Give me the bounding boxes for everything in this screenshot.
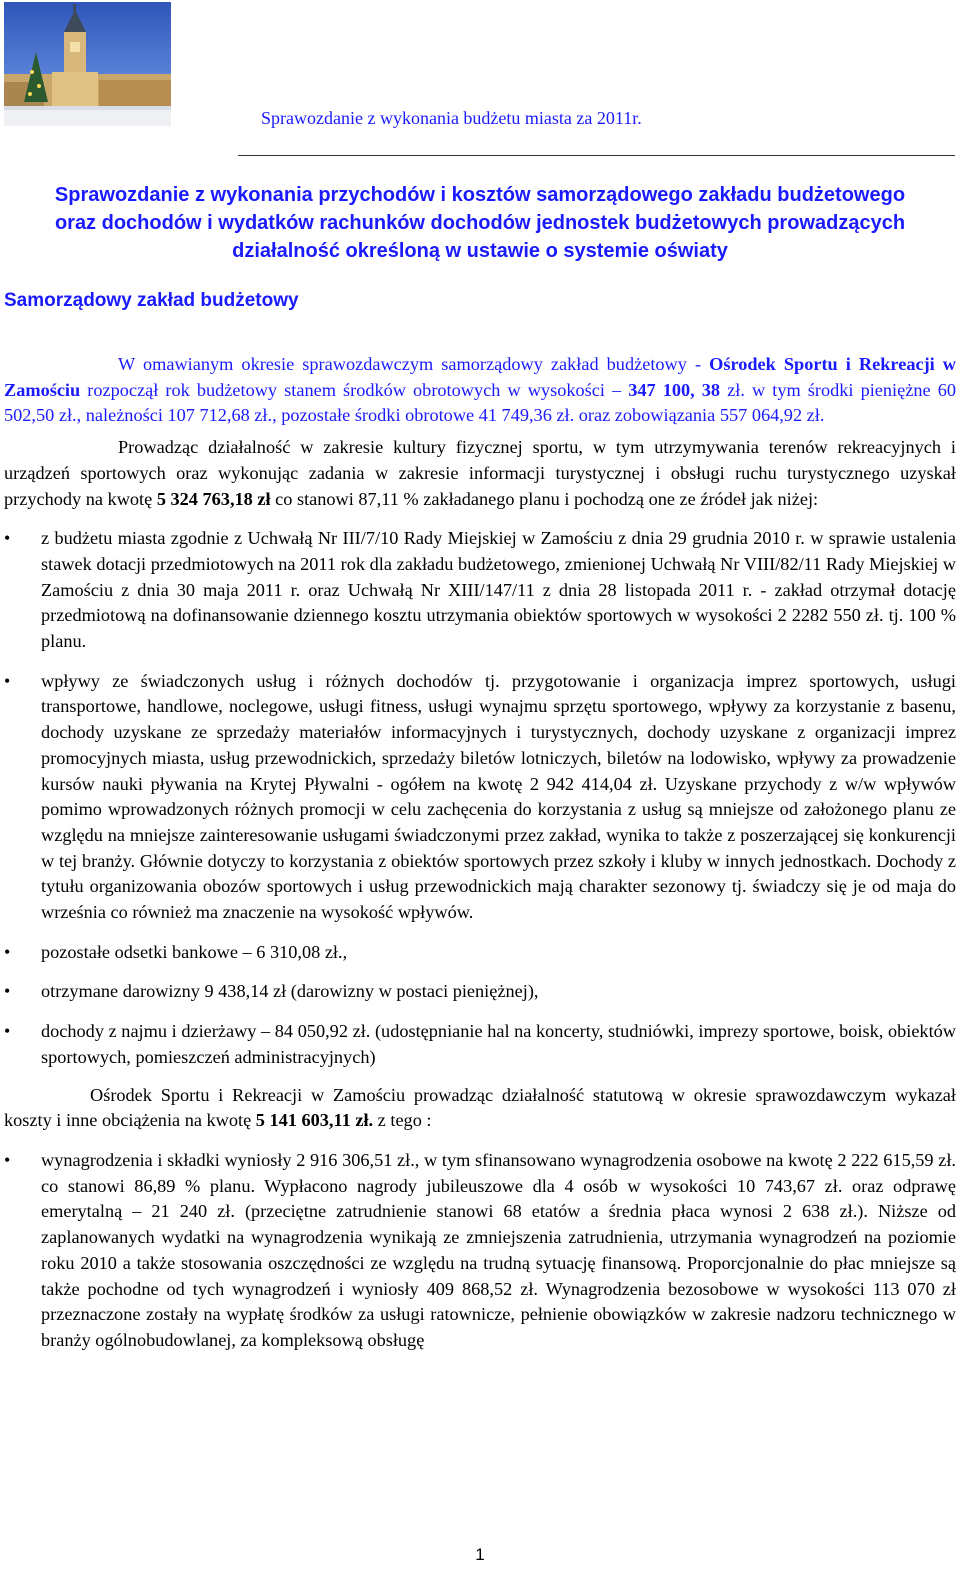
list-item: • dochody z najmu i dzierżawy – 84 050,92 zł. (udostępnianie hal na koncerty, studniówki, imprezy sportowe, boisk, obiektów sportowych, pomieszczeń administracyjnych) bbox=[4, 1019, 956, 1070]
title-line-1: Sprawozdanie z wykonania przychodów i kosztów samorządowego zakładu budżetowego bbox=[54, 184, 906, 206]
intro-text-1: W omawianym okresie sprawozdawczym samorządowy zakład budżetowy - bbox=[118, 354, 710, 374]
revenue-intro-text-1: Prowadząc działalność w zakresie kultury fizycznej sportu, w tym utrzymywania terenów rekreacyjnych i urządzeń sportowych oraz wykonując zadania w zakresie informacji turystycznej i obsługi ruchu turystycznego uzyskał przychody na kwotę bbox=[4, 437, 956, 509]
intro-text-2: rozpoczął rok budżetowy stanem środków obrotowych w wysokości – bbox=[80, 379, 629, 400]
list-item: • otrzymane darowizny 9 438,14 zł (darowizny w postaci pieniężnej), bbox=[4, 979, 956, 1005]
revenue-list bbox=[4, 526, 956, 1070]
title-line-2: oraz dochodów i wydatków rachunków dochodów jednostek budżetowych prowadzących bbox=[54, 212, 906, 234]
cost-list bbox=[4, 1148, 956, 1354]
costs-intro-paragraph bbox=[4, 1083, 956, 1134]
revenue-amount: 5 324 763,18 zł bbox=[156, 488, 271, 509]
revenue-intro-paragraph bbox=[4, 435, 956, 512]
intro-text-3: zł. w tym środki pieniężne 60 502,50 zł., należności 107 712,68 zł., pozostałe środki obrotowe 41 749,36 zł. oraz zobowiązania 557 064,92 zł. bbox=[4, 379, 956, 426]
costs-intro-text-2: z tego : bbox=[373, 1110, 432, 1131]
list-item: • z budżetu miasta zgodnie z Uchwałą Nr III/7/10 Rady Miejskiej w Zamościu z dnia 29 grudnia 2010 r. w sprawie ustalenia stawek dotacji przedmiotowych na 2011 rok dla zakładu budżetowego, zmienionej Uchwałą Nr VIII/82/11 Rady Miejskiej w Zamościu z dnia 30 maja 2011 r. oraz Uchwałą Nr XIII/147/11 z dnia 28 listopada 2011 r. - zakład otrzymał dotację przedmiotową na dofinansowanie dziennego kosztu utrzymania obiektów sportowych w wysokości 2 2282 550 zł. tj. 100 % planu. bbox=[4, 526, 956, 655]
document-title bbox=[0, 181, 960, 265]
title-line-3: działalność określoną w ustawie o systemie oświaty bbox=[232, 240, 728, 262]
running-title: Sprawozdanie z wykonania budżetu miasta za 2011r. bbox=[261, 108, 642, 128]
costs-intro-text-1: Ośrodek Sportu i Rekreacji w Zamościu prowadząc działalność statutową w okresie sprawozdawczym wykazał koszty i inne obciążenia na kwotę bbox=[4, 1084, 956, 1131]
intro-paragraph bbox=[4, 352, 956, 429]
list-item: • wpływy ze świadczonych usług i różnych dochodów tj. przygotowanie i organizacja imprez sportowych, usługi transportowe, handlowe, noclegowe, usługi fitness, usługi wynajmu sprzętu sportowego, wpływy za korzystanie z basenu, dochody uzyskane ze sprzedaży materiałów informacyjnych i turystycznych, dochody uzyskane z organizacji imprez promocyjnych miasta, usług przewodnickich, sprzedaży biletów lotniczych, biletów na lodowisko, wpływy za prowadzenie kursów nauki pływania na Krytej Pływalni - ogółem na kwotę 2 942 414,04 zł. Uzyskane przychody z w/w wpływów pomimo wprowadzonych różnych promocji w celu zachęcenia do korzystania z usług są mniejsze od założonego planu ze względu na mniejsze zainteresowanie usługami świadczonymi przez zakład, wynika to także z poszerzającej się konkurencji w tej branży. Głównie dotyczy to korzystania z obiektów sportowych przez szkoły i kluby w innych jednostkach. Dochody z tytułu organizowania obozów sportowych i usług przewodnickich mają charakter sezonowy tj. świadczy się je od maja do września co również ma znaczenie na wysokość wpływów. bbox=[4, 669, 956, 926]
header-divider bbox=[238, 155, 955, 156]
revenue-intro-text-2: co stanowi 87,11 % zakładanego planu i pochodzą one ze źródeł jak niżej: bbox=[270, 488, 819, 509]
intro-amount: 347 100, 38 bbox=[628, 379, 721, 400]
list-item: • pozostałe odsetki bankowe – 6 310,08 zł., bbox=[4, 940, 956, 966]
list-item: • wynagrodzenia i składki wyniosły 2 916 306,51 zł., w tym sfinansowano wynagrodzenia osobowe na kwotę 2 222 615,59 zł. co stanowi 86,89 % planu. Wypłacono nagrody jubileuszowe dla 4 osób w wysokości 10 743,67 zł. oraz odprawę emerytalną – 21 240 zł. (przeciętne zatrudnienie stanowi 68 etatów a średnia płaca wynosi 2 638 zł.). Niższe od zaplanowanych wydatki na wynagrodzenia wynikają ze zmniejszenia zatrudnienia, utrzymania wynagrodzeń na poziomie roku 2010 a także stosowania oszczędności ze względu na trudną sytuację finansową. Proporcjonalnie do płac mniejsze są także pochodne od tych wynagrodzeń i wyniosły 409 868,52 zł. Wynagrodzenia bezosobowe w wysokości 113 070 zł przeznaczone zostały na wypłatę środków za usługi ratownicze, pełnienie obowiązków w zakresie nadzoru technicznego w branży ogólnobudowlanej, za kompleksową obsługę bbox=[4, 1148, 956, 1354]
header-photo bbox=[4, 2, 171, 126]
town-hall-image bbox=[4, 2, 171, 126]
page-number: 1 bbox=[475, 1545, 485, 1564]
intro-entity: Ośrodek Sportu i Rekreacji w Zamościu bbox=[4, 354, 957, 400]
section-heading: Samorządowy zakład budżetowy bbox=[4, 290, 299, 311]
document-body bbox=[4, 352, 956, 1354]
costs-amount: 5 141 603,11 zł. bbox=[255, 1110, 374, 1131]
